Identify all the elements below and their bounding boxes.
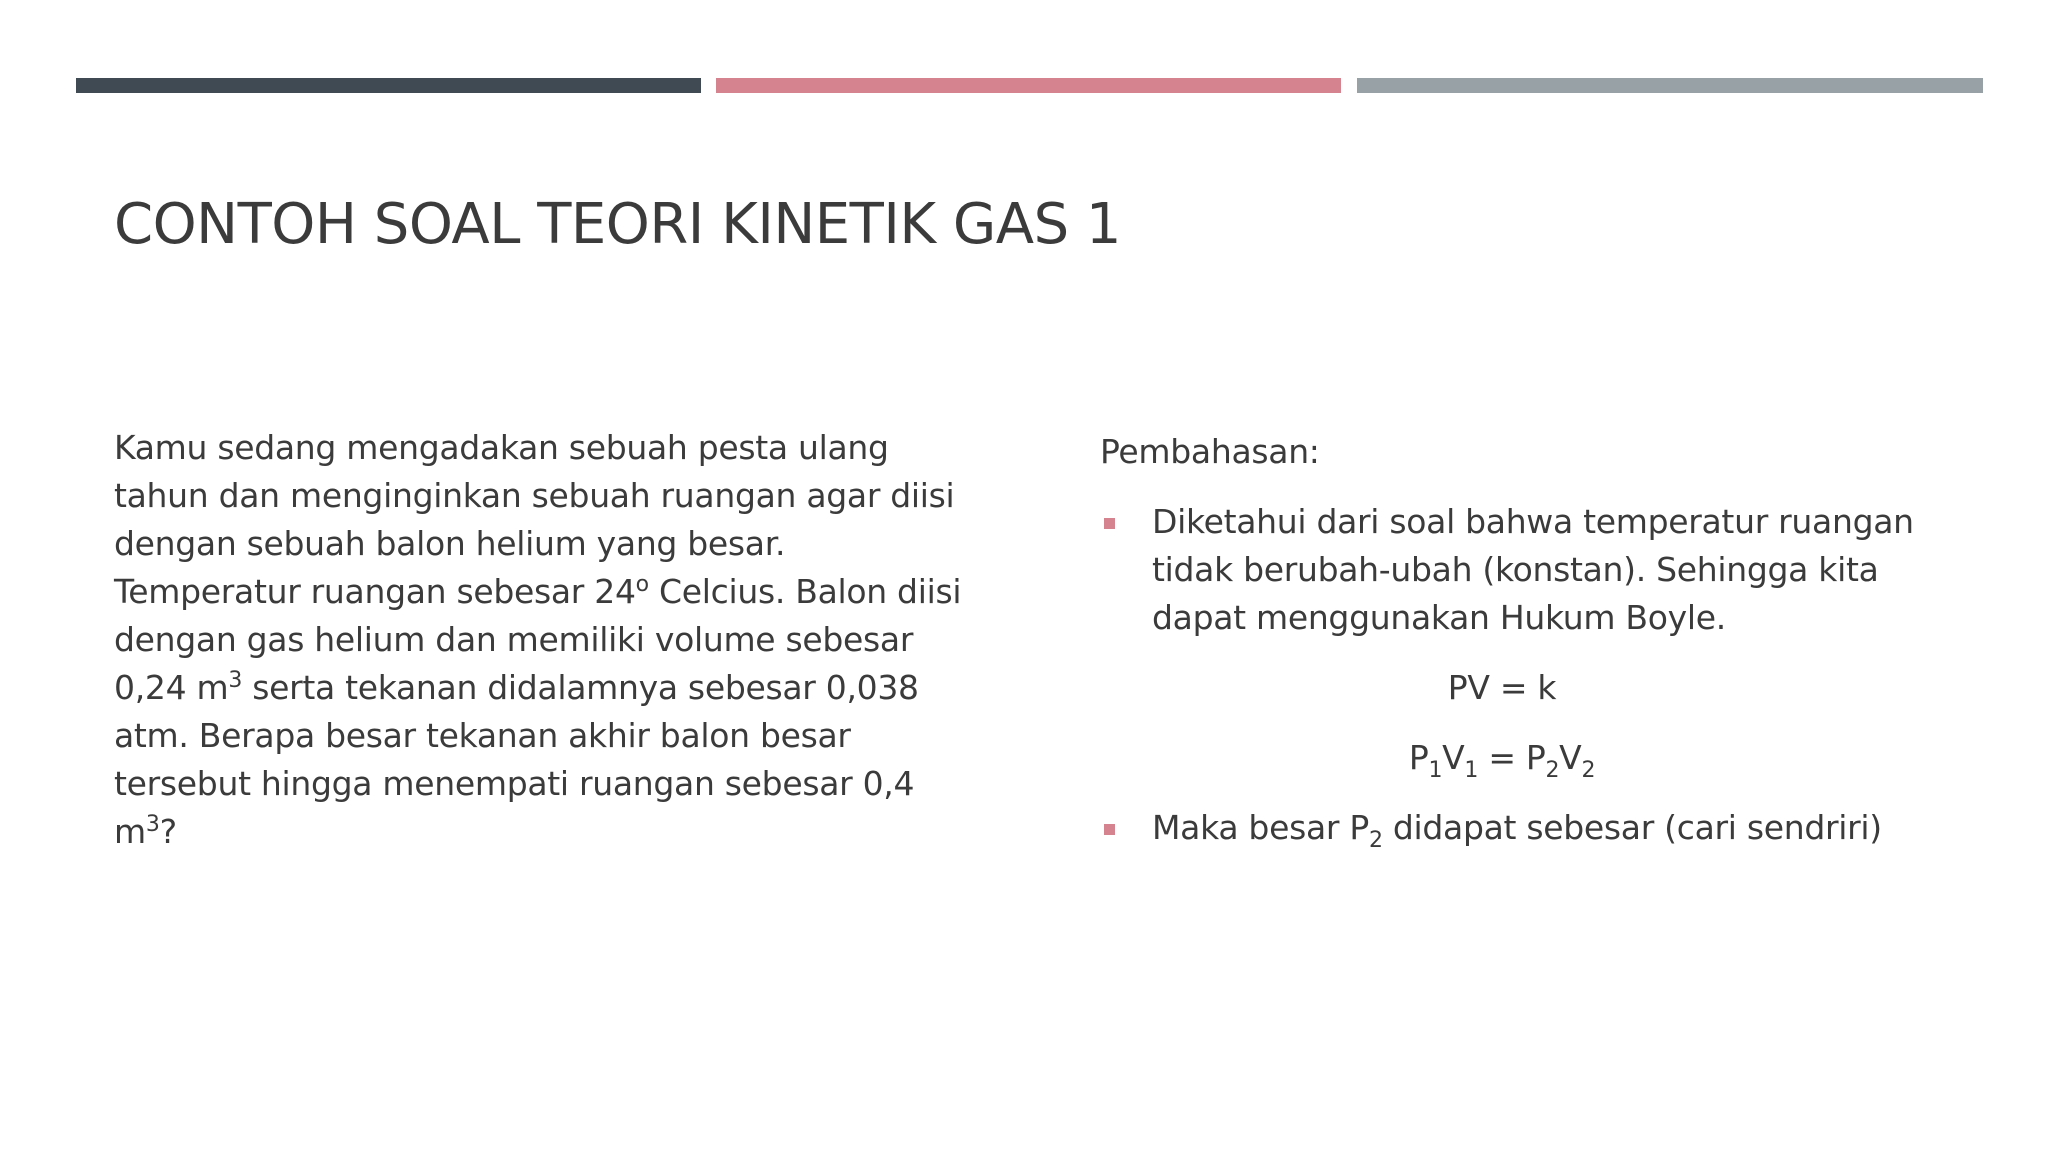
bullet-line: tidak berubah-ubah (konstan). Sehingga kita	[1152, 550, 1879, 589]
bullet-square-icon	[1104, 824, 1115, 835]
text-run: ?	[159, 812, 177, 851]
formula-subscript: 2	[1368, 828, 1383, 853]
text-run: Celcius. Balon diisi	[648, 572, 962, 611]
bullet-line	[1152, 804, 2000, 852]
problem-text	[114, 424, 964, 856]
bullet-item	[1100, 804, 2000, 852]
text-run: Temperatur ruangan sebesar 24	[114, 572, 636, 611]
problem-line: tersebut hingga menempati ruangan sebesar 0,4	[114, 764, 915, 803]
bullet-item	[1100, 498, 2000, 642]
formula-symbol: P	[1408, 738, 1429, 777]
formula-symbol: P	[1525, 738, 1546, 777]
problem-line	[114, 568, 964, 616]
text-run: Maka besar P	[1152, 808, 1369, 847]
bullet-line: Diketahui dari soal bahwa temperatur ruangan	[1152, 502, 1914, 541]
cubic-superscript: 3	[145, 812, 160, 837]
degree-superscript: o	[635, 572, 649, 597]
text-run: m	[114, 812, 146, 851]
problem-line: atm. Berapa besar tekanan akhir balon besar	[114, 716, 851, 755]
text-run: serta tekanan didalamnya sebesar 0,038	[242, 668, 919, 707]
problem-line: dengan gas helium dan memiliki volume sebesar	[114, 620, 914, 659]
solution-panel	[1100, 428, 2000, 852]
formula-subscript: 2	[1545, 758, 1560, 783]
slide-title: CONTOH SOAL TEORI KINETIK GAS 1	[114, 192, 1122, 257]
formula-subscript: 1	[1428, 758, 1443, 783]
formula-boyle	[1100, 734, 1852, 782]
text-run: didapat sebesar (cari sendriri)	[1382, 808, 1882, 847]
text-run: 0,24 m	[114, 668, 229, 707]
problem-line: dengan sebuah balon helium yang besar.	[114, 524, 786, 563]
cubic-superscript: 3	[228, 668, 243, 693]
formula-subscript: 1	[1464, 758, 1479, 783]
formula-symbol: V	[1559, 738, 1582, 777]
problem-line: Kamu sedang mengadakan sebuah pesta ulang	[114, 428, 889, 467]
accent-bar-gray	[1357, 78, 1983, 93]
bullet-square-icon	[1104, 518, 1115, 529]
problem-line: tahun dan menginginkan sebuah ruangan agar diisi	[114, 476, 955, 515]
formula-subscript: 2	[1581, 758, 1596, 783]
accent-bar-dark	[76, 78, 701, 93]
problem-line	[114, 664, 964, 712]
solution-heading: Pembahasan:	[1100, 432, 1320, 471]
formula-pv-k: PV = k	[1447, 668, 1557, 707]
bullet-line: dapat menggunakan Hukum Boyle.	[1152, 598, 1726, 637]
accent-bar-pink	[716, 78, 1341, 93]
formula-symbol: V	[1442, 738, 1465, 777]
formula-equals: =	[1478, 738, 1526, 777]
problem-line	[114, 808, 964, 856]
